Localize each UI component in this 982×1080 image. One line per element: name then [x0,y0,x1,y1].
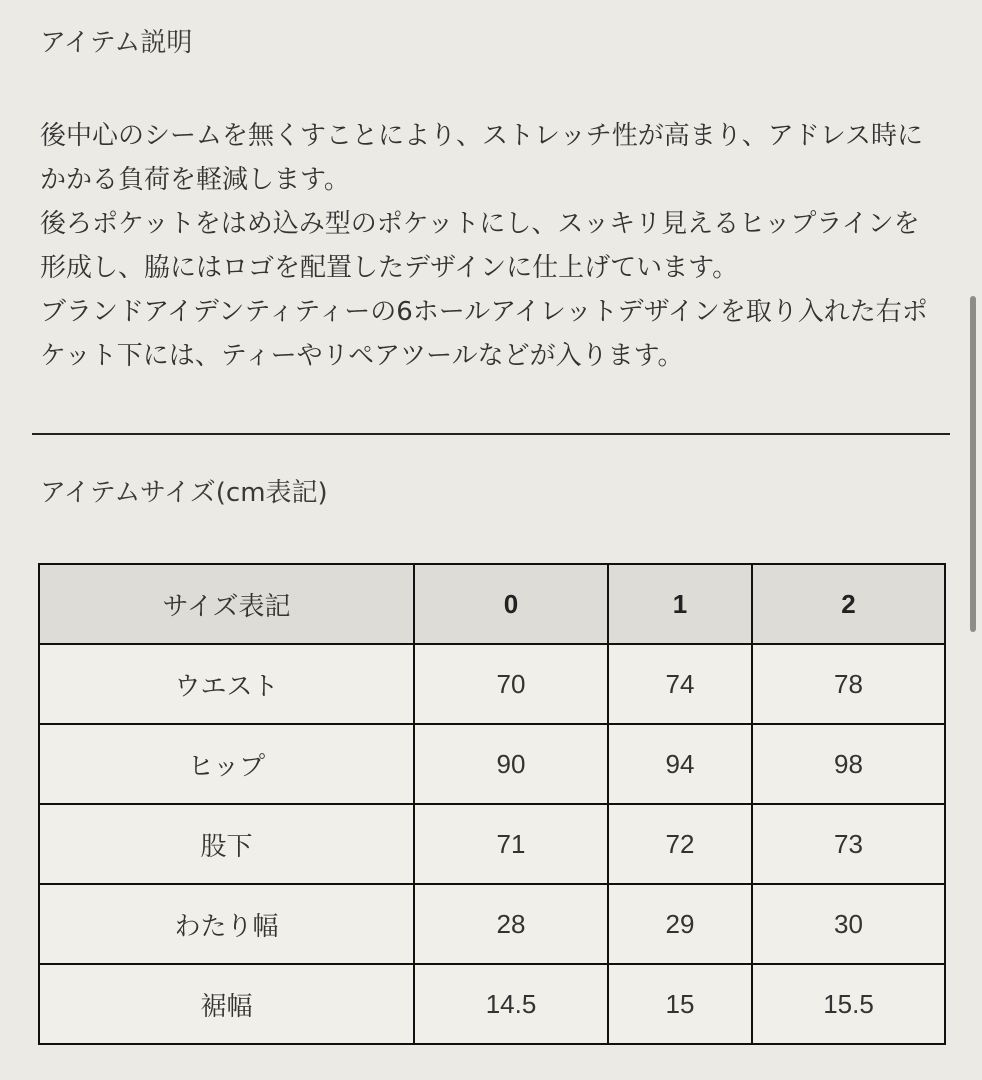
size-table [38,563,946,1045]
table-cell: 94 [608,724,752,804]
vertical-scrollbar[interactable] [970,296,976,632]
table-row [39,964,945,1044]
table-cell: 78 [752,644,945,724]
table-cell: 15 [608,964,752,1044]
table-cell: 30 [752,884,945,964]
table-cell: 73 [752,804,945,884]
item-size-title: アイテムサイズ(cm表記) [40,478,328,508]
table-cell: 28 [414,884,608,964]
table-cell: 72 [608,804,752,884]
table-cell: 15.5 [752,964,945,1044]
table-row [39,884,945,964]
table-cell: 90 [414,724,608,804]
row-label-hip: ヒップ [39,724,414,804]
section-divider [32,433,950,435]
table-row [39,804,945,884]
description-paragraph: 後中心のシームを無くすことにより、ストレッチ性が高まり、アドレス時にかかる負荷を軽減します。 [40,121,923,195]
table-cell: 98 [752,724,945,804]
table-cell: 71 [414,804,608,884]
description-paragraph: 後ろポケットをはめ込み型のポケットにし、スッキリ見えるヒップラインを形成し、脇にはロゴを配置したデザインに仕上げています。 [40,209,920,283]
table-row [39,644,945,724]
table-cell: 70 [414,644,608,724]
size-header-1: 1 [608,564,752,644]
size-header-2: 2 [752,564,945,644]
row-label-waist: ウエスト [39,644,414,724]
row-label-hem: 裾幅 [39,964,414,1044]
size-header-0: 0 [414,564,608,644]
item-description [40,114,940,378]
row-label-inseam: 股下 [39,804,414,884]
table-cell: 29 [608,884,752,964]
row-label-thigh: わたり幅 [39,884,414,964]
table-row [39,724,945,804]
description-paragraph: ブランドアイデンティティーの6ホールアイレットデザインを取り入れた右ポケット下には、ティーやリペアツールなどが入ります。 [40,297,928,371]
size-table-header-row [39,564,945,644]
item-description-title: アイテム説明 [40,28,193,58]
size-header-label: サイズ表記 [39,564,414,644]
table-cell: 14.5 [414,964,608,1044]
table-cell: 74 [608,644,752,724]
